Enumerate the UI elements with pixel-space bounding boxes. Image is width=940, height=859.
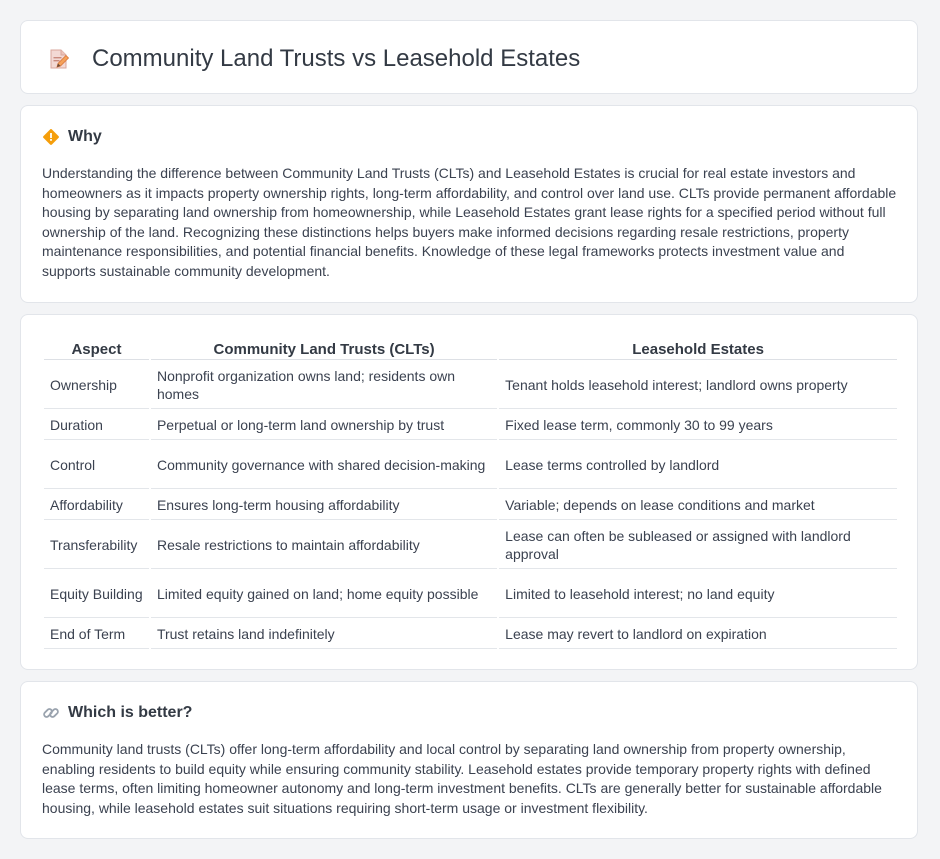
row-clt-value: Community governance with shared decision-making bbox=[151, 442, 497, 489]
table-row bbox=[44, 522, 897, 569]
table-row bbox=[44, 442, 897, 489]
diamond-sign-icon bbox=[42, 128, 60, 146]
row-aspect: End of Term bbox=[44, 620, 149, 649]
table-header-row bbox=[44, 336, 897, 360]
row-aspect: Control bbox=[44, 442, 149, 489]
why-section bbox=[20, 105, 918, 303]
table-row bbox=[44, 620, 897, 649]
link-icon bbox=[42, 704, 60, 722]
row-leasehold-value: Lease may revert to landlord on expiration bbox=[499, 620, 897, 649]
why-header bbox=[42, 126, 102, 148]
row-aspect: Ownership bbox=[44, 362, 149, 409]
page-title: Community Land Trusts vs Leasehold Estates bbox=[92, 45, 581, 72]
row-clt-value: Perpetual or long-term land ownership by trust bbox=[151, 411, 497, 440]
title-card bbox=[20, 20, 918, 94]
table-row bbox=[44, 491, 897, 520]
row-aspect: Equity Building bbox=[44, 571, 149, 618]
which-is-better-section bbox=[20, 681, 918, 839]
header-aspect: Aspect bbox=[44, 336, 149, 360]
row-clt-value: Resale restrictions to maintain affordability bbox=[151, 522, 497, 569]
row-clt-value: Nonprofit organization owns land; residents own homes bbox=[151, 362, 497, 409]
why-text: Understanding the difference between Community Land Trusts (CLTs) and Leasehold Estates is crucial for real estate investors and homeowners as it impacts property ownership rights, long-term affordability, and control over land use. CLTs provide permanent affordable housing by separating land ownership from homeownership, while Leasehold Estates grant lease rights for a specified period without full ownership of the land. Recognizing these distinctions helps buyers make informed decisions regarding resale restrictions, property maintenance responsibilities, and potential financial benefits. Knowledge of these legal frameworks protects investment value and supports sustainable community development. bbox=[42, 165, 897, 279]
row-leasehold-value: Fixed lease term, commonly 30 to 99 years bbox=[499, 411, 897, 440]
row-leasehold-value: Variable; depends on lease conditions and market bbox=[499, 491, 897, 520]
table-row bbox=[44, 411, 897, 440]
row-leasehold-value: Lease terms controlled by landlord bbox=[499, 442, 897, 489]
row-leasehold-value: Limited to leasehold interest; no land equity bbox=[499, 571, 897, 618]
row-clt-value: Trust retains land indefinitely bbox=[151, 620, 497, 649]
why-title: Why bbox=[68, 128, 102, 145]
row-clt-value: Ensures long-term housing affordability bbox=[151, 491, 497, 520]
table-row bbox=[44, 571, 897, 618]
document-pencil-icon bbox=[47, 47, 71, 71]
row-leasehold-value: Lease can often be subleased or assigned with landlord approval bbox=[499, 522, 897, 569]
which-title: Which is better? bbox=[68, 704, 193, 721]
header-clts: Community Land Trusts (CLTs) bbox=[151, 336, 497, 360]
comparison-table bbox=[42, 334, 899, 651]
row-clt-value: Limited equity gained on land; home equity possible bbox=[151, 571, 497, 618]
table-row bbox=[44, 362, 897, 409]
row-aspect: Affordability bbox=[44, 491, 149, 520]
which-header bbox=[42, 702, 192, 724]
row-aspect: Transferability bbox=[44, 522, 149, 569]
header-leasehold: Leasehold Estates bbox=[499, 336, 897, 360]
row-aspect: Duration bbox=[44, 411, 149, 440]
row-leasehold-value: Tenant holds leasehold interest; landlord owns property bbox=[499, 362, 897, 409]
comparison-table-card bbox=[20, 314, 918, 670]
which-text: Community land trusts (CLTs) offer long-term affordability and local control by separating land ownership from property ownership, enabling residents to build equity while ensuring community stability. Leasehold estates provide temporary property rights with defined lease terms, often limiting homeowner autonomy and long-term investment benefits. CLTs are generally better for sustainable affordable housing, while leasehold estates suit situations requiring short-term usage or investment flexibility. bbox=[42, 741, 882, 816]
